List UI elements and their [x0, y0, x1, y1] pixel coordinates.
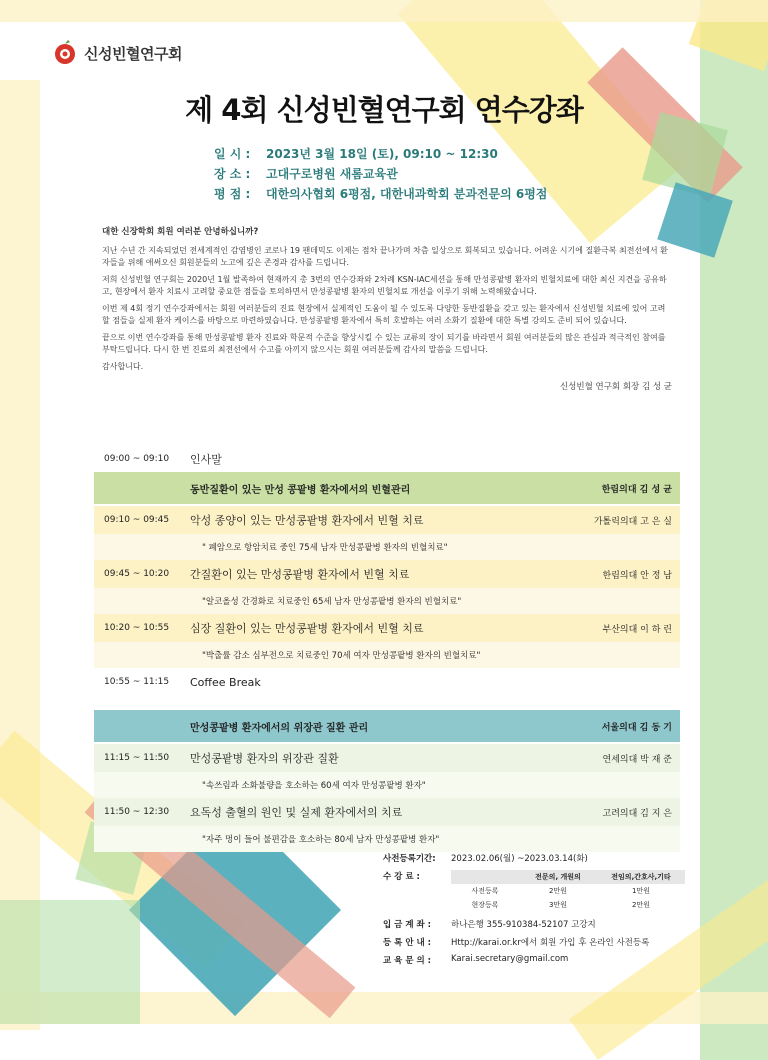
- talk-speaker: 고려의대 김 지 은: [602, 808, 672, 819]
- deco-top-strip: [0, 0, 768, 22]
- greeting-letter: [102, 226, 672, 398]
- talk-title: 요독성 출혈의 원인 및 실제 환자에서의 치료: [190, 806, 403, 819]
- talk-case: [94, 826, 680, 852]
- org-logo: [52, 40, 182, 66]
- talk-title: 만성콩팥병 환자의 위장관 질환: [190, 752, 339, 765]
- fee-cell: 3만원: [549, 901, 567, 909]
- greeting-signature: 신성빈혈 연구회 회장 김 성 균: [559, 382, 672, 392]
- deco-bottom-green-band: [0, 900, 140, 1024]
- info-label: 평 점 :: [214, 187, 251, 201]
- event-info: [214, 144, 547, 204]
- talk-row: [94, 560, 680, 588]
- talk-time: 09:45 ~ 10:20: [104, 569, 170, 579]
- reg-label: 교 육 문 의 :: [383, 956, 432, 966]
- fee-table-header: [451, 870, 685, 884]
- info-row-credit: [214, 184, 547, 204]
- talk-time: 10:20 ~ 10:55: [104, 623, 170, 633]
- talk-case: [94, 588, 680, 614]
- reg-value: 하나은행 355-910384-52107 고강지: [451, 920, 596, 930]
- talk-title: 간질환이 있는 만성콩팥병 환자에서 빈혈 치료: [190, 568, 410, 581]
- talk-time: 09:10 ~ 09:45: [104, 515, 170, 525]
- case-description: "박출률 감소 심부전으로 치료중인 70세 여자 만성콩팥병 환자의 빈혈치료": [202, 651, 481, 661]
- info-value: 2023년 3월 18일 (토), 09:10 ~ 12:30: [266, 147, 498, 161]
- talk-title: 심장 질환이 있는 만성콩팥병 환자에서 빈혈 치료: [190, 622, 424, 635]
- registration-fee: [383, 870, 685, 912]
- registration-period: [383, 852, 685, 864]
- fee-cell: 2만원: [632, 901, 650, 909]
- greeting-paragraph: 감사합니다.: [102, 361, 144, 371]
- talk-row: [94, 506, 680, 534]
- fee-header-cell: 전임의,간호사,기타: [597, 870, 685, 884]
- talk-case: [94, 772, 680, 798]
- talk-case: [94, 642, 680, 668]
- page-title: 제 4회 신성빈혈연구회 연수강좌: [185, 93, 583, 127]
- session-chair: 서울의대 김 동 기: [601, 722, 672, 733]
- greeting-paragraph: 끝으로 이번 연수강좌를 통해 만성콩팥병 환자 진료와 학문적 수준을 향상시킬 수 있는 교류의 장이 되기를 바라면서 회원 여러분들의 많은 관심과 적극적인 참여를 부탁드립니다. 다시 한 번 진료의 최전선에서 수고를 아끼지 않으시는 회원 여러분들께 감사의 말씀을 드립니다.: [102, 332, 666, 354]
- fee-header-cell: 전문의, 개원의: [519, 870, 597, 884]
- session-header-2: [94, 710, 680, 742]
- contact-email-link[interactable]: Karai.secretary@gmail.com: [451, 954, 569, 964]
- talk-speaker: 부산의대 이 하 린: [602, 624, 672, 635]
- talk-time: 11:15 ~ 11:50: [104, 753, 170, 763]
- reg-label: 수 강 료 :: [383, 872, 420, 882]
- session-title: 만성콩팥병 환자에서의 위장관 질환 관리: [190, 722, 369, 734]
- greeting-paragraph: 이번 제 4회 정기 연수강좌에서는 회원 여러분들의 진료 현장에서 실제적인 도움이 될 수 있도록 다양한 동반질환을 갖고 있는 환자에서 신성빈혈 치료에 있어 고려할 점들을 실제 환자 케이스를 바탕으로 마련하였습니다. 만성콩팥병 환자에서 특히 호발하는 여러 소화기 질환에 대한 특별 강의도 준비 되어 있습니다.: [102, 303, 666, 325]
- info-label: 일 시 :: [214, 147, 251, 161]
- fee-cell: 1만원: [632, 887, 650, 895]
- info-row-date: [214, 144, 547, 164]
- talk-case: [94, 534, 680, 560]
- session-chair: 한림의대 김 성 균: [601, 484, 672, 495]
- talk-row: [94, 744, 680, 772]
- info-value: 고대구로병원 새롬교육관: [266, 167, 398, 181]
- info-value: 대한의사협회 6평점, 대한내과학회 분과전문의 6평점: [266, 187, 548, 201]
- fee-cell: 사전등록: [471, 887, 499, 895]
- registration-link[interactable]: Http://karai.or.kr에서 회원 가입 후 온라인 사전등록: [451, 938, 650, 948]
- session-title: 동반질환이 있는 만성 콩팥병 환자에서의 빈혈관리: [190, 484, 411, 496]
- case-description: "자주 멍이 들어 불편감을 호소하는 80세 남자 만성콩팥병 환자": [202, 835, 440, 845]
- fee-cell: 2만원: [549, 887, 567, 895]
- session-header-1: [94, 472, 680, 504]
- talk-title: 악성 종양이 있는 만성콩팥병 환자에서 빈혈 치료: [190, 514, 424, 527]
- info-label: 장 소 :: [214, 167, 251, 181]
- talk-time: 11:50 ~ 12:30: [104, 807, 170, 817]
- reg-label: 입 금 계 좌 :: [383, 920, 432, 930]
- greeting-heading: 대한 신장학회 회원 여러분 안녕하십니까?: [102, 227, 259, 237]
- reg-value: 2023.02.06(월) ~2023.03.14(화): [451, 854, 588, 864]
- talk-row: [94, 798, 680, 826]
- schedule-opening: [94, 446, 680, 472]
- schedule-table: [94, 446, 680, 852]
- info-row-venue: [214, 164, 547, 184]
- reg-label: 사전등록기간:: [383, 854, 436, 864]
- fee-cell: 현장등록: [471, 901, 499, 909]
- registration-info: [383, 852, 685, 972]
- session-title: 인사말: [190, 453, 222, 466]
- fee-row: [451, 884, 685, 898]
- fee-table: [451, 870, 685, 912]
- case-description: "속쓰림과 소화불량을 호소하는 60세 여자 만성콩팥병 환자": [202, 781, 426, 791]
- registration-account: [383, 918, 685, 930]
- fee-header-cell: [451, 870, 519, 884]
- registration-guide: [383, 936, 685, 948]
- registration-contact: [383, 954, 685, 966]
- fee-row: [451, 898, 685, 912]
- case-description: "알코올성 간경화로 치료중인 65세 남자 만성콩팥병 환자의 빈혈치료": [202, 597, 462, 607]
- case-description: " 폐암으로 항암치료 중인 75세 남자 만성콩팥병 환자의 빈혈치료": [202, 543, 448, 553]
- org-name: 신성빈혈연구회: [84, 44, 182, 63]
- greeting-paragraph: 지난 수년 간 지속되었던 전세계적인 감염병인 코로나 19 팬데믹도 이제는 점차 끝나가며 차츰 일상으로 회복되고 있습니다. 어려운 시기에 질환극복 최전선에서 환자들을 위해 애써오신 회원분들의 노고에 깊은 존경과 감사를 드립니다.: [102, 245, 668, 267]
- talk-speaker: 한림의대 안 정 남: [602, 570, 672, 581]
- greeting-paragraph: 저희 신성빈혈 연구회는 2020년 1월 발족하여 현재까지 총 3번의 연수강좌와 2차례 KSN-IAC세션을 통해 만성콩팥병 환자의 빈혈치료에 대한 최신 지견을 공유하고, 현장에서 환자 치료시 고려할 중요한 점들을 토의하면서 만성콩팥병 환자의 빈혈치료 개선을 이루기 위해 노력해왔습니다.: [102, 274, 667, 296]
- talk-speaker: 연세의대 박 재 준: [602, 754, 672, 765]
- session-time: 09:00 ~ 09:10: [104, 454, 170, 464]
- session-time: 10:55 ~ 11:15: [104, 677, 170, 687]
- talk-speaker: 가톨릭의대 고 은 실: [593, 516, 672, 527]
- reg-label: 등 록 안 내 :: [383, 938, 432, 948]
- logo-icon: [52, 40, 78, 66]
- schedule-break: [94, 668, 680, 696]
- talk-row: [94, 614, 680, 642]
- deco-left-yellow-band: [0, 80, 40, 1030]
- session-title: Coffee Break: [190, 675, 261, 689]
